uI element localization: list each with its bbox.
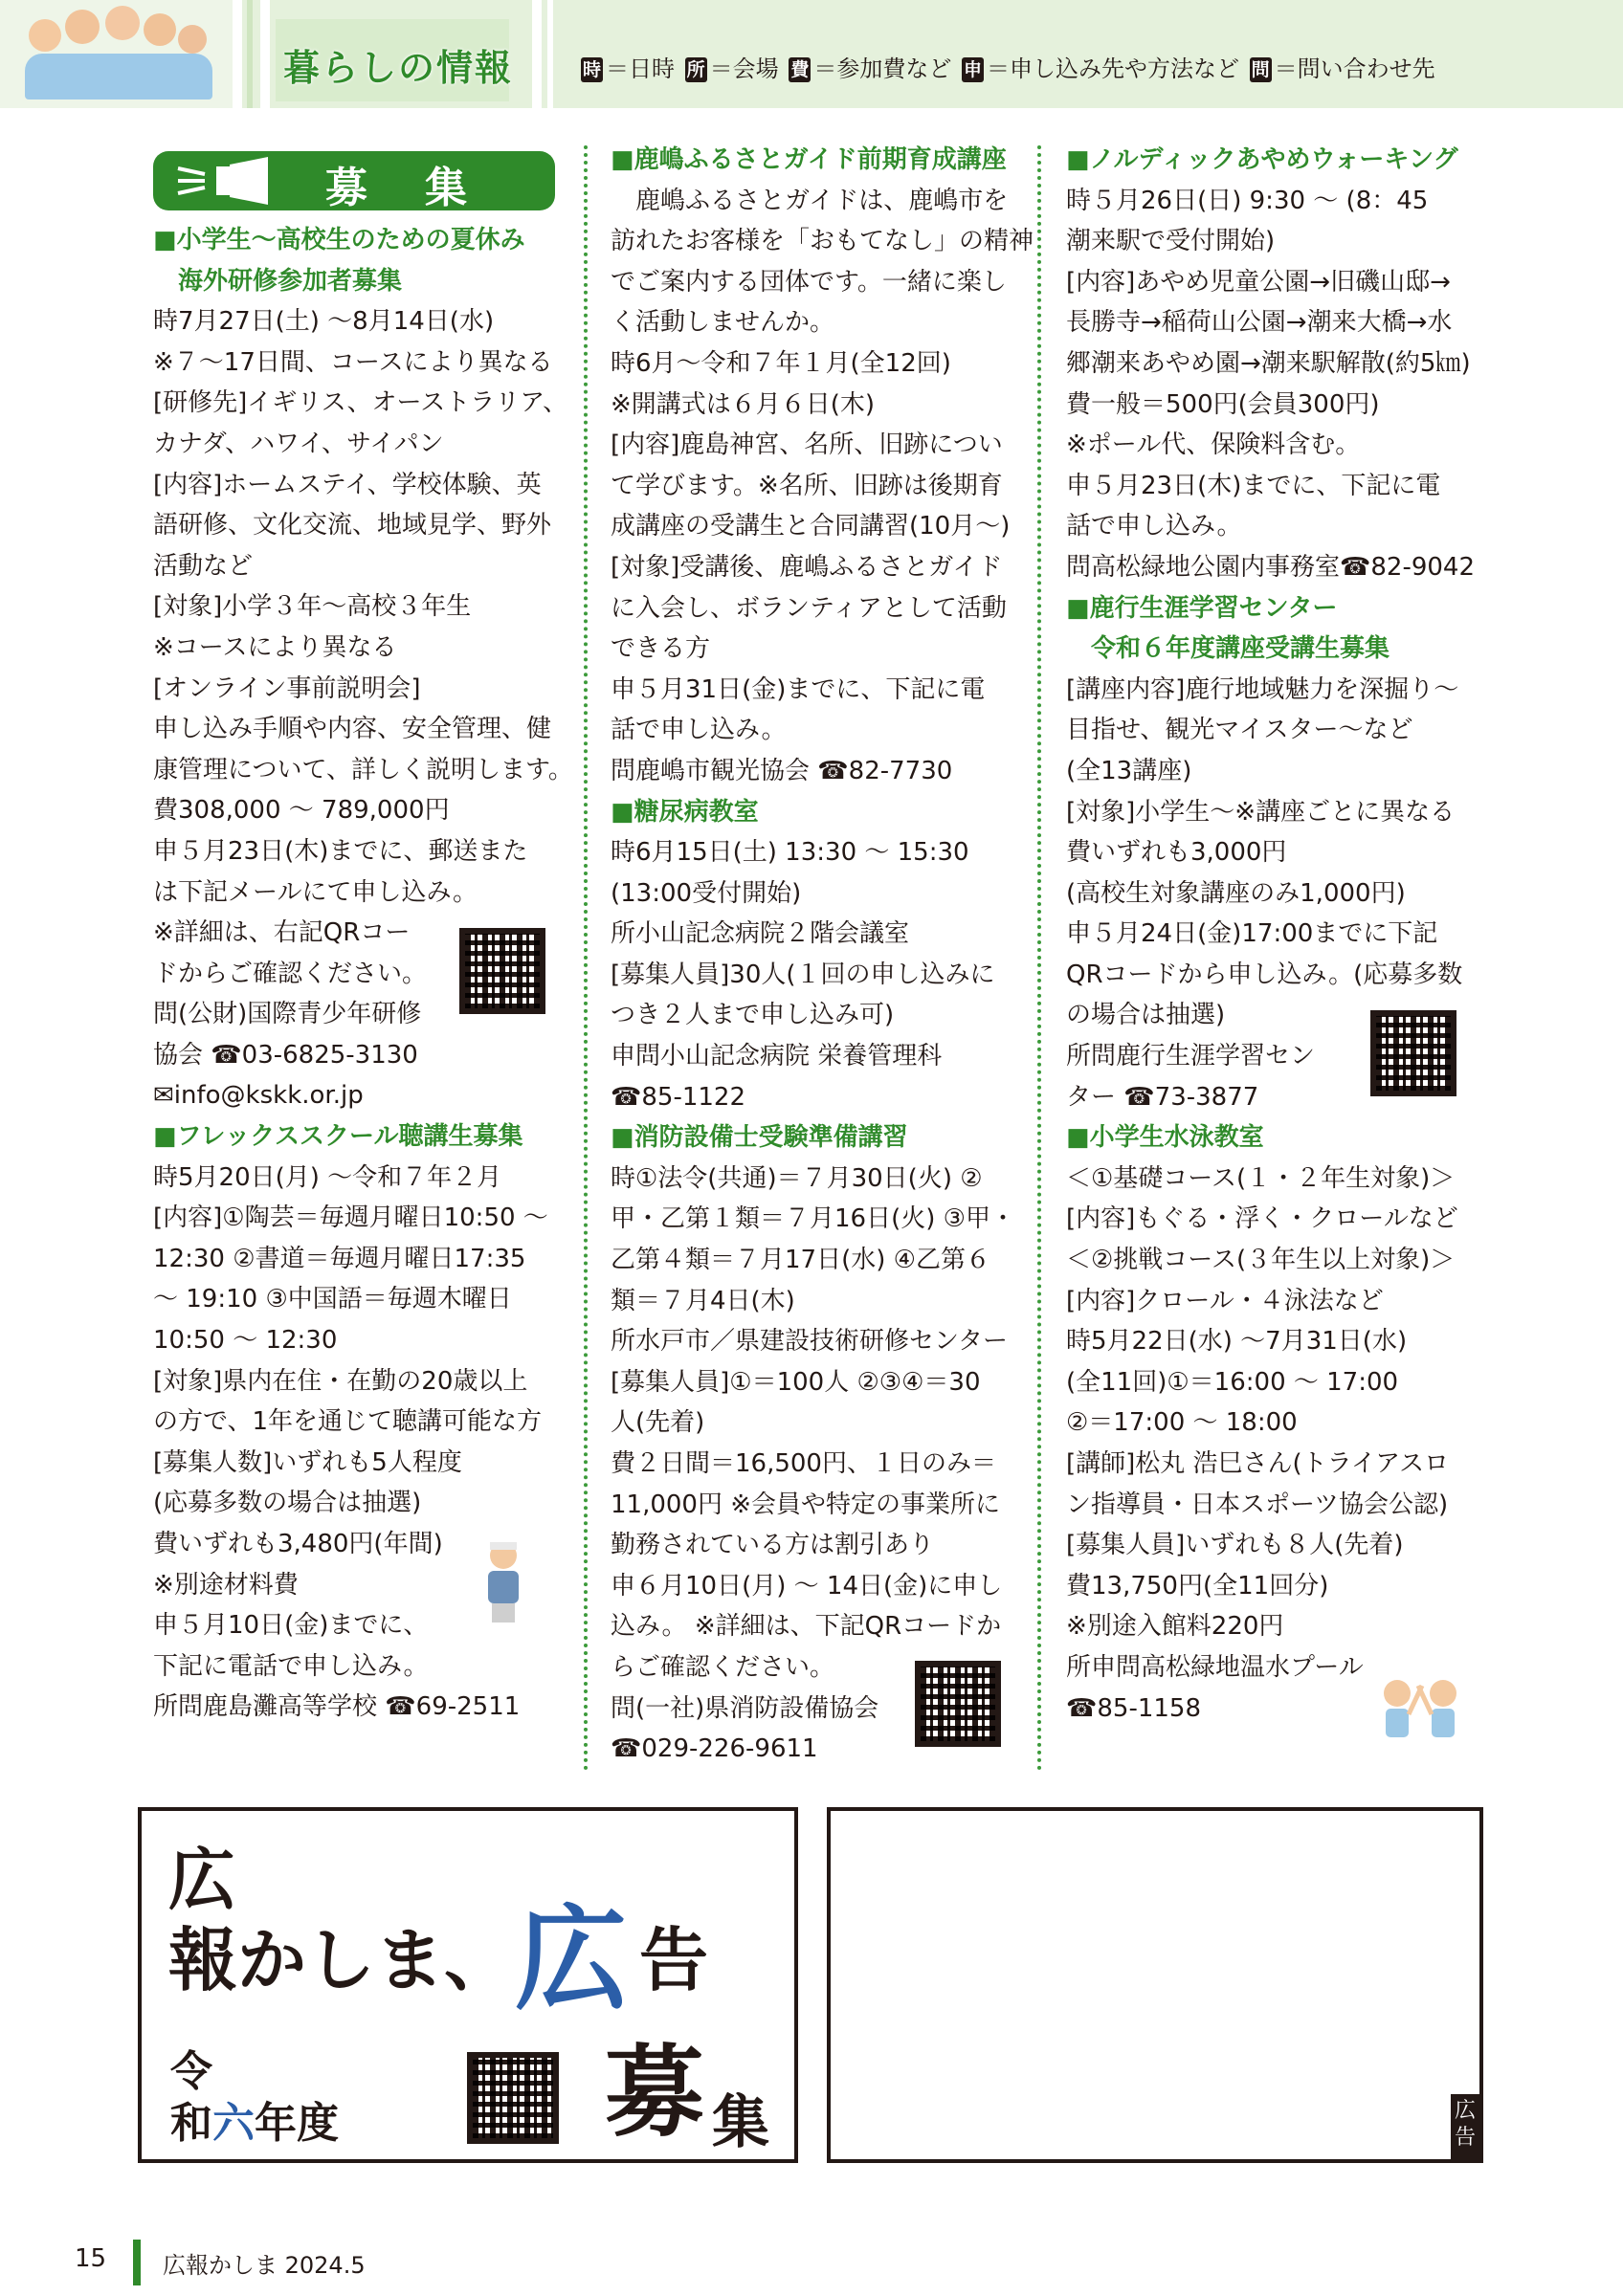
- column-divider: [1037, 145, 1041, 1772]
- column-2: [611, 140, 1034, 1770]
- text-line: 話で申し込み。: [611, 716, 787, 745]
- text-line: 類＝７月4日(木): [611, 1286, 795, 1315]
- text-line: の場合は抽選): [1066, 1001, 1226, 1030]
- ad-text: 告: [639, 1919, 709, 2000]
- text-line: ※別途材料費: [153, 1570, 299, 1600]
- text-line: 長勝寺→稲荷山公園→潮来大橋→水: [1066, 308, 1453, 338]
- craftsman-illustration: [475, 1536, 532, 1628]
- text-line: [内容]あやめ児童公園→旧磯山邸→: [1066, 267, 1451, 297]
- legend-text: ＝申し込み先や方法など: [986, 55, 1239, 82]
- text-line: ※別途入館料220円: [1066, 1612, 1284, 1642]
- text-line: (全13講座): [1066, 756, 1192, 785]
- text-line: [募集人数]いずれも5人程度: [153, 1447, 462, 1477]
- banner-label: 募集: [325, 164, 524, 212]
- heading: ■小学生～高校生のための夏休み: [153, 226, 525, 254]
- text-line: 語研修、文化交流、地域見学、野外: [153, 511, 552, 541]
- text-line: 乙第４類＝７月17日(水) ④乙第６: [611, 1246, 990, 1275]
- text-line: 12:30 ②書道＝毎週月曜日17:35: [153, 1244, 526, 1273]
- text-line: に入会し、ボランティアとして活動: [611, 593, 1007, 623]
- header-divider: [233, 0, 242, 108]
- text-line: 費13,750円(全11回分): [1066, 1571, 1329, 1601]
- text-line: ☎029-226-9611: [611, 1734, 818, 1764]
- legend-key: 所: [686, 59, 705, 80]
- text-line: 時5月20日(月) ～令和７年２月: [153, 1162, 502, 1192]
- qr-code-icon[interactable]: [1370, 1010, 1456, 1096]
- column-divider: [584, 145, 588, 1772]
- text-line: (全11回)①＝16:00 ～ 17:00: [1066, 1367, 1399, 1397]
- header-divider: [532, 0, 542, 108]
- text-line: 問鹿嶋市観光協会 ☎82-7730: [611, 756, 953, 785]
- text-line: 人(先着): [611, 1408, 705, 1438]
- icon-legend: [578, 50, 1435, 83]
- text-line: 11,000円 ※会員や特定の事業所に: [611, 1490, 1001, 1519]
- text-line: 潮来駅で受付開始): [1066, 227, 1276, 256]
- ad-text: 広: [168, 1840, 235, 1919]
- text-line: ＜①基礎コース(１・２年生対象)＞: [1066, 1163, 1456, 1193]
- text-line: (高校生対象講座のみ1,000円): [1066, 878, 1406, 908]
- legend-key: 時: [583, 59, 602, 80]
- heading: ■フレックススクール聴講生募集: [153, 1122, 523, 1152]
- text-line: 時５月26日(日) 9:30 ～ (8：45: [1066, 186, 1429, 215]
- text-line: 申６月10日(月) ～ 14日(金)に申し: [611, 1571, 1003, 1601]
- text-line: 活動など: [153, 551, 254, 581]
- legend-text: ＝参加費など: [813, 55, 952, 82]
- ad-recruitment-box: [138, 1807, 798, 2163]
- text-line: できる方: [611, 634, 711, 664]
- text-line: [オンライン事前説明会]: [153, 673, 421, 703]
- publication-title: 広報かしま 2024.5: [163, 2252, 366, 2279]
- text-line: ※７～17日間、コースにより異なる: [153, 347, 553, 377]
- heading: ■小学生水泳教室: [1066, 1123, 1264, 1153]
- text-line: 問(一社)県消防設備協会: [611, 1693, 879, 1723]
- qr-code-icon[interactable]: [459, 928, 545, 1014]
- text-line: ☎85-1158: [1066, 1693, 1202, 1723]
- ad-label-box: [1451, 2094, 1479, 2159]
- text-line: 費２日間＝16,500円、１日のみ＝: [611, 1449, 996, 1478]
- text-line: 郷潮来あやめ園→潮来駅解散(約5㎞): [1066, 348, 1471, 378]
- text-line: 所申問高松緑地温水プール: [1066, 1652, 1364, 1682]
- text-line: 費308,000 ～ 789,000円: [153, 796, 450, 826]
- text-line: 時5月22日(水) ～7月31日(水): [1066, 1327, 1408, 1357]
- qr-code-icon[interactable]: [467, 2052, 559, 2144]
- text-line: [講座内容]鹿行地域魅力を深掘り～: [1066, 674, 1459, 704]
- text-line: 話で申し込み。: [1066, 512, 1242, 541]
- text-line: ＜②挑戦コース(３年生以上対象)＞: [1066, 1246, 1456, 1275]
- family-illustration: [0, 0, 233, 108]
- ad-year: 令: [170, 2047, 212, 2096]
- text-line: ン指導員・日本スポーツ協会公認): [1066, 1490, 1449, 1519]
- text-line: [対象]受講後、鹿嶋ふるさとガイド: [611, 552, 1003, 582]
- text-line: 鹿嶋ふるさとガイドは、鹿嶋市を: [611, 186, 1009, 215]
- text-line: 成講座の受講生と合同講習(10月～): [611, 512, 1011, 541]
- text-line: 申５月23日(木)までに、郵送また: [153, 836, 528, 866]
- header-divider: [260, 0, 270, 108]
- stretching-kids-illustration: [1368, 1676, 1474, 1756]
- text-line: 甲・乙第１類＝７月16日(火) ③甲・: [611, 1204, 1015, 1234]
- text-line: [内容]鹿島神宮、名所、旧跡につい: [611, 430, 1003, 460]
- ad-highlight: 広: [515, 1892, 629, 2025]
- text-line: ドからご確認ください。: [153, 959, 428, 988]
- text-line: 申５月31日(金)までに、下記に電: [611, 674, 986, 704]
- heading: ■鹿嶋ふるさとガイド前期育成講座: [611, 145, 1007, 174]
- text-line: 10:50 ～ 12:30: [153, 1326, 338, 1356]
- heading: ■ノルディックあやめウォーキング: [1066, 145, 1458, 174]
- text-line: 勤務されている方は割引あり: [611, 1531, 935, 1560]
- legend-text: ＝日時: [606, 55, 676, 82]
- text-line: ②＝17:00 ～ 18:00: [1066, 1408, 1298, 1438]
- legend-key: 費: [790, 59, 810, 80]
- heading: 海外研修参加者募集: [153, 266, 403, 296]
- text-line: [内容]クロール・４泳法など: [1066, 1286, 1384, 1315]
- text-line: 申５月23日(木)までに、下記に電: [1066, 471, 1441, 500]
- text-line: 費いずれも3,480円(年間): [153, 1530, 443, 1558]
- ad-text: 集: [712, 2089, 769, 2156]
- text-line: 問高松緑地公園内事務室☎82-9042: [1066, 552, 1476, 582]
- text-line: 問(公財)国際青少年研修: [153, 1000, 422, 1029]
- text-line: ※ポール代、保険料含む。: [1066, 430, 1361, 460]
- text-line: カナダ、ハワイ、サイパン: [153, 429, 444, 458]
- text-line: 申問小山記念病院 栄養管理科: [611, 1042, 943, 1071]
- footer-divider: [133, 2240, 141, 2285]
- header-divider: [547, 0, 553, 108]
- text-line: 協会 ☎03-6825-3130: [153, 1040, 418, 1070]
- legend-key: 申: [963, 59, 982, 80]
- text-line: でご案内する団体です。一緒に楽し: [611, 267, 1007, 297]
- legend-text: ＝問い合わせ先: [1274, 55, 1435, 82]
- heading: ■糖尿病教室: [611, 797, 759, 827]
- text-line: [研修先]イギリス、オーストラリア、: [153, 388, 568, 418]
- ad-text: 募: [605, 2033, 705, 2151]
- text-line: 時6月15日(土) 13:30 ～ 15:30: [611, 838, 969, 868]
- text-line: 申５月10日(金)までに、: [153, 1611, 429, 1641]
- text-line: [募集人員]①＝100人 ②③④＝30: [611, 1367, 981, 1397]
- text-line: [募集人員]いずれも８人(先着): [1066, 1531, 1404, 1560]
- text-line: QRコードから申し込み。(応募多数: [1066, 960, 1463, 989]
- text-line: 所水戸市／県建設技術研修センター: [611, 1327, 1008, 1357]
- text-line: 費一般＝500円(会員300円): [1066, 389, 1380, 419]
- text-line: て学びます。※名所、旧跡は後期育: [611, 471, 1003, 500]
- text-line: 訪れたお客様を「おもてなし」の精神: [611, 227, 1034, 256]
- text-line: つき２人まで申し込み可): [611, 1001, 895, 1030]
- text-line: 費いずれも3,000円: [1066, 838, 1287, 868]
- ad-year: 和六年度: [170, 2099, 339, 2148]
- text-line: 時6月～令和７年１月(全12回): [611, 348, 951, 378]
- text-line: 込み。 ※詳細は、下記QRコードか: [611, 1612, 1002, 1642]
- column-3: [1066, 140, 1475, 1729]
- text-line: (応募多数の場合は抽選): [153, 1489, 422, 1518]
- text-line: 申し込み手順や内容、安全管理、健: [153, 715, 552, 744]
- section-title: 暮らしの情報: [283, 47, 514, 89]
- text-line: [内容]ホームステイ、学校体験、英: [153, 470, 542, 499]
- text-line: ☎85-1122: [611, 1082, 746, 1112]
- header-divider: [247, 0, 253, 108]
- text-line: (13:00受付開始): [611, 878, 802, 908]
- qr-code-icon[interactable]: [915, 1661, 1001, 1747]
- page-number: 15: [75, 2244, 107, 2273]
- text-line: 所問鹿行生涯学習セン: [1066, 1042, 1316, 1071]
- text-line: は下記メールにて申し込み。: [153, 877, 478, 907]
- text-line: の方で、1年を通じて聴講可能な方: [153, 1407, 543, 1437]
- legend-key: 問: [1251, 59, 1270, 80]
- text-line: 申５月24日(金)17:00までに下記: [1066, 919, 1438, 949]
- text-line: 目指せ、観光マイスター～など: [1066, 716, 1413, 745]
- text-line: 所問鹿島灘高等学校 ☎69-2511: [153, 1692, 521, 1722]
- text-line: [内容]もぐる・浮く・クロールなど: [1066, 1204, 1458, 1234]
- text-line: く活動しませんか。: [611, 308, 835, 338]
- heading: ■鹿行生涯学習センター: [1066, 593, 1338, 623]
- text-line: ～ 19:10 ③中国語＝毎週木曜日: [153, 1285, 512, 1314]
- heading: ■消防設備士受験準備講習: [611, 1123, 908, 1153]
- text-line: 所小山記念病院２階会議室: [611, 919, 910, 949]
- text-line: [対象]小学３年～高校３年生: [153, 592, 472, 622]
- email-line: ✉info@kskk.or.jp: [153, 1081, 364, 1111]
- megaphone-icon: [172, 151, 287, 210]
- text-line: ター ☎73-3877: [1066, 1082, 1259, 1112]
- ad-text: 報かしま、: [168, 1919, 514, 2000]
- text-line: [講師]松丸 浩巳さん(トライアスロ: [1066, 1449, 1450, 1478]
- text-line: らご確認ください。: [611, 1652, 835, 1682]
- text-line: 時①法令(共通)＝７月30日(火) ②: [611, 1163, 983, 1193]
- text-line: [募集人員]30人(１回の申し込みに: [611, 960, 995, 989]
- heading: 令和６年度講座受講生募集: [1066, 634, 1390, 664]
- text-line: 下記に電話で申し込み。: [153, 1651, 429, 1681]
- text-line: [対象]県内在住・在勤の20歳以上: [153, 1366, 528, 1396]
- text-line: ※開講式は６月６日(木): [611, 389, 876, 419]
- text-line: 時7月27日(土) ～8月14日(水): [153, 307, 495, 337]
- ad-placeholder-box: [827, 1807, 1483, 2163]
- text-line: ※詳細は、右記QRコー: [153, 918, 411, 948]
- text-line: [内容]①陶芸＝毎週月曜日10:50 ～: [153, 1203, 548, 1233]
- ad-label: 広告: [1455, 2099, 1477, 2150]
- text-line: 康管理について、詳しく説明します。: [153, 755, 573, 784]
- text-line: [対象]小学生～※講座ごとに異なる: [1066, 797, 1456, 827]
- text-line: ※コースにより異なる: [153, 632, 397, 662]
- legend-text: ＝会場: [709, 55, 779, 82]
